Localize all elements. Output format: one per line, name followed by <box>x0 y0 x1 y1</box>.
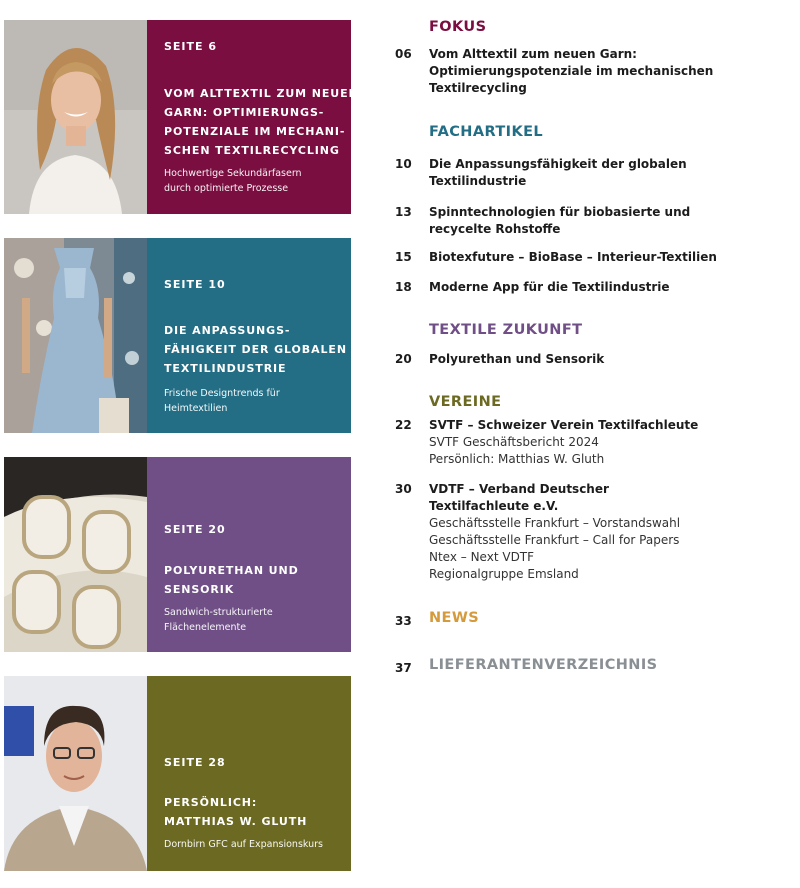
toc-entry[interactable]: VDTF – Verband Deutscher Textilfachleute e.V. <box>429 482 609 513</box>
toc-subentries: SVTF Geschäftsbericht 2024 Persönlich: Matthias W. Gluth <box>429 435 605 466</box>
section-heading-lieferantenverzeichnis[interactable]: LIEFERANTENVERZEICHNIS <box>429 657 658 673</box>
feature-title: PERSÖNLICH: MATTHIAS W. GLUTH <box>164 796 308 828</box>
toc-page-number: 18 <box>395 280 412 294</box>
page-reference: SEITE 6 <box>164 40 218 53</box>
feature-card-textilindustrie[interactable] <box>4 238 351 433</box>
page-reference: SEITE 28 <box>164 756 226 769</box>
section-heading-vereine: VEREINE <box>429 394 502 410</box>
toc-page-number: 10 <box>395 157 412 171</box>
feature-card-alttextil[interactable] <box>4 20 359 214</box>
feature-title: VOM ALTTEXTIL ZUM NEUEN GARN: OPTIMIERUNGS- POTENZIALE IM MECHANI- SCHEN TEXTILRECYCLING <box>164 87 359 157</box>
toc-entry[interactable]: Spinntechnologien für biobasierte und recycelte Rohstoffe <box>429 205 691 236</box>
portrait-photo-woman <box>4 20 147 214</box>
toc-page-number: 13 <box>395 205 412 219</box>
fashion-photo <box>4 238 147 433</box>
toc-entry[interactable]: Biotexfuture – BioBase – Interieur-Textilien <box>429 250 717 264</box>
feature-subtitle: Frische Designtrends für Heimtextilien <box>164 388 280 414</box>
feature-panel <box>147 457 351 652</box>
feature-subtitle: Dornbirn GFC auf Expansionskurs <box>164 839 323 850</box>
section-heading-news[interactable]: NEWS <box>429 610 480 626</box>
toc-entry[interactable]: Die Anpassungsfähigkeit der globalen Textilindustrie <box>429 157 687 188</box>
section-heading-fachartikel: FACHARTIKEL <box>429 124 544 140</box>
feature-title: DIE ANPASSUNGS- FÄHIGKEIT DER GLOBALEN TEXTILINDUSTRIE <box>164 324 347 375</box>
toc-page-number: 20 <box>395 352 412 366</box>
toc-page-number: 15 <box>395 250 412 264</box>
toc-entry[interactable]: Polyurethan und Sensorik <box>429 352 605 366</box>
page-reference: SEITE 10 <box>164 278 226 291</box>
feature-panel <box>147 20 359 214</box>
feature-subtitle: Sandwich-strukturierte Flächenelemente <box>164 607 273 633</box>
page-reference: SEITE 20 <box>164 523 226 536</box>
toc-page-number: 22 <box>395 418 412 432</box>
toc-entry[interactable]: Vom Alttextil zum neuen Garn: Optimierungspotenziale im mechanischen Textilrecycling <box>429 47 714 95</box>
toc-page-number: 30 <box>395 482 412 496</box>
toc-page-number: 06 <box>395 47 412 61</box>
feature-panel <box>147 676 351 871</box>
feature-panel <box>147 238 351 433</box>
feature-title: POLYURETHAN UND SENSORIK <box>164 564 299 596</box>
material-photo <box>4 457 147 652</box>
toc-subentries: Geschäftsstelle Frankfurt – Vorstandswahl Geschäftsstelle Frankfurt – Call for Papers Ntex – Next VDTF Regionalgruppe Emsland <box>429 516 681 581</box>
toc-page-number: 37 <box>395 661 412 675</box>
section-heading-textile-zukunft: TEXTILE ZUKUNFT <box>429 322 583 338</box>
portrait-photo-man <box>4 676 147 871</box>
section-heading-fokus: FOKUS <box>429 19 487 35</box>
feature-subtitle: Hochwertige Sekundärfasern durch optimierte Prozesse <box>164 168 302 194</box>
feature-card-gluth[interactable] <box>4 676 351 871</box>
feature-card-polyurethan[interactable] <box>4 457 351 652</box>
toc-entry[interactable]: SVTF – Schweizer Verein Textilfachleute <box>429 418 699 432</box>
toc-entry[interactable]: Moderne App für die Textilindustrie <box>429 280 670 294</box>
toc-page-number: 33 <box>395 614 412 628</box>
